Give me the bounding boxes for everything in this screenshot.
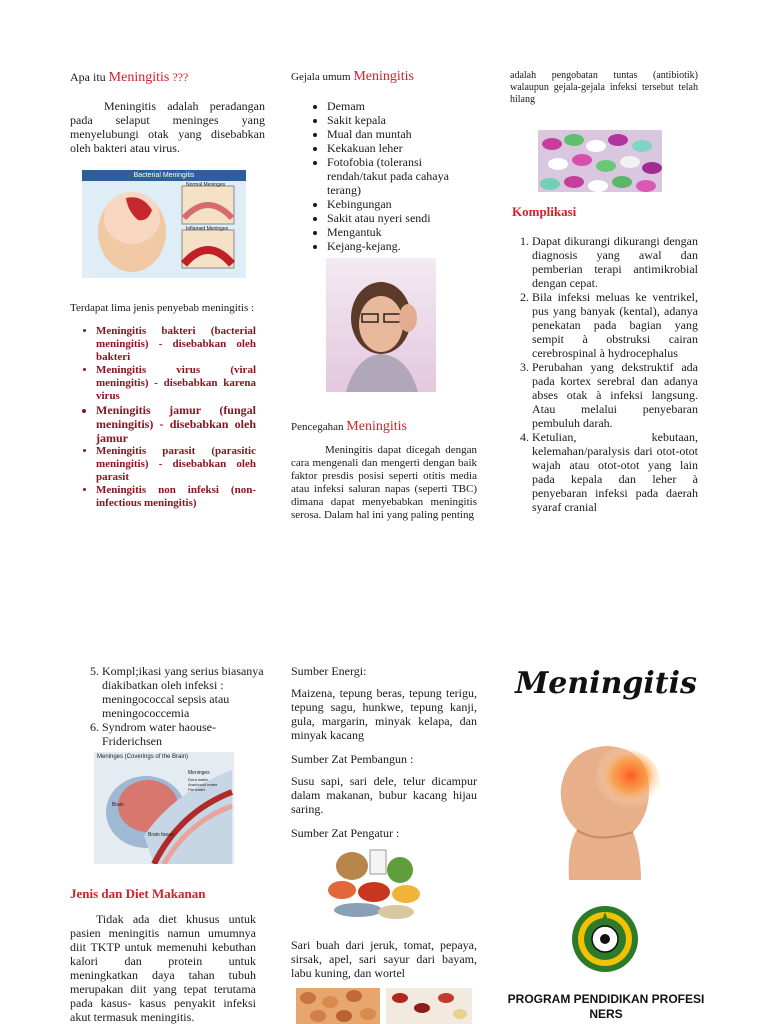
program-name: PROGRAM PENDIDIKAN PROFESI NERS <box>507 992 705 1021</box>
cause-item: • Meningitis parasit (parasitic meningitis) - disebabkan oleh parasit <box>96 445 256 484</box>
beans-image <box>296 988 472 1024</box>
prevention-paragraph: Meningitis dapat dicegah dengan cara mengenali dan mengerti dengan baik faktor presdis posisi seperti otitis media atau infeksi saluran napas (seperti TBC) dimana dapat menyebabkan meningitis serosa. Dalam hal ini yang paling penting <box>291 444 477 521</box>
energy-text: Maizena, tepung beras, tepung terigu, tepung sagu, hunkwe, tepung kanji, gula, margarin, minyak kelapa, dan minyak kacang <box>291 686 477 742</box>
cause-item: • Meningitis virus (viral meningitis) - disebabkan karena virus <box>96 364 256 403</box>
cause-item: • Meningitis jamur (fungal meningitis) - disebabkan oleh jamur <box>96 403 256 445</box>
complication-item: 6. Syndrom water haouse-Friderichsen <box>102 720 264 748</box>
image-title: Bacterial Meningitis <box>82 170 246 181</box>
complication-item: 2. Bila infeksi meluas ke ventrikel, pus yang banyak (kental), adanya penekatan pada bagian yang sempit à obstruksi cairan cerebrospinal à hydrocephalus <box>532 290 698 360</box>
faculty-logo <box>570 904 640 974</box>
symptom-item: • Kejang-kejang. <box>327 239 461 253</box>
head-pain-image <box>537 734 675 880</box>
causes-list <box>80 325 256 510</box>
symptom-item: • Demam <box>327 99 461 113</box>
symptom-item: • Kebingungan <box>327 197 461 211</box>
complication-item: 4. Ketulian, kebutaan, kelemahan/paralysis dari otot-otot wajah atau otot-otot yang lain pada kepala dan leher à penyebaran infeksi pada daerah syaraf cranial <box>532 430 698 514</box>
complication-item: 3. Perubahan yang dekstruktif ada pada kortex serebral dan adanya abses otak à infeksi langsung. Atau melalui penyebaran pembuluh darah. <box>532 360 698 430</box>
inflamed-meninges-label: Inflamed Meninges <box>186 226 229 232</box>
symptom-item: • Mual dan muntah <box>327 127 461 141</box>
causes-intro: Terdapat lima jenis penyebab meningitis : <box>70 302 255 314</box>
meningitis-keyword: Meningitis <box>353 69 414 84</box>
head-pain-illustration <box>537 734 675 880</box>
symptom-item: • Kekakuan leher <box>327 141 461 155</box>
complication-item: 1. Dapat dikurangi dikurangi dengan diagnosis yang awal dan pemberian terapi antimikrobial dengan cepat. <box>532 234 698 290</box>
complications-list <box>514 234 698 514</box>
prevention-continuation: adalah pengobatan tuntas (antibiotik) walaupun gejala-gejala infeksi tersebut telah hilang <box>510 70 698 105</box>
diet-heading: Jenis dan Diet Makanan <box>70 886 206 901</box>
pills-illustration <box>538 130 662 192</box>
logo-emblem <box>570 904 640 974</box>
normal-meninges-label: Normal Meninges <box>186 182 226 188</box>
woman-illustration <box>326 258 436 392</box>
complication-item: 5. Kompl;ikasi yang serius biasanya diakibatkan oleh infeksi : meningococcal sepsis atau meningococcemia <box>102 664 264 720</box>
cover-title: Meningitis <box>515 666 697 701</box>
section-what-is <box>70 70 265 155</box>
serious-complications-list <box>84 664 264 748</box>
meningitis-keyword: Meningitis <box>108 70 170 85</box>
what-is-heading: Apa itu Meningitis ??? <box>70 70 189 85</box>
builder-label: Sumber Zat Pembangun : <box>291 752 414 766</box>
meningitis-keyword: Meningitis <box>346 419 407 434</box>
prevention-heading: Pencegahan Meningitis <box>291 419 407 434</box>
headache-woman-image <box>326 258 436 392</box>
symptoms-heading: Gejala umum Meningitis <box>291 69 414 84</box>
food-image <box>322 842 426 924</box>
brain-label: Brain <box>112 802 124 808</box>
symptom-item: • Sakit kepala <box>327 113 461 127</box>
intro-paragraph: Meningitis adalah peradangan pada selaput meninges yang menyelubungi otak yang disebabkan oleh bakteri atau virus. <box>70 99 265 155</box>
meninges-label: Meninges <box>188 770 210 776</box>
komplikasi-heading: Komplikasi <box>512 204 577 219</box>
nutrition-section <box>291 664 477 840</box>
bacterial-meningitis-image <box>82 170 246 278</box>
brain-tissue-label: Brain tissue <box>148 832 175 838</box>
pills-image <box>538 130 662 192</box>
meninges-image <box>94 752 234 864</box>
regulator-label: Sumber Zat Pengatur : <box>291 826 400 840</box>
cause-item: • Meningitis non infeksi (non-infectious meningitis) <box>96 484 256 510</box>
dura-mater-label: Dura mater <box>188 777 209 782</box>
meninges-image-title: Meninges (Coverings of the Brain) <box>97 754 189 760</box>
pia-mater-label: Pia mater <box>188 787 206 792</box>
symptoms-list <box>311 99 461 253</box>
builder-text: Susu sapi, sari dele, telur dicampur dalam makanan, bubur kacang hijau saring. <box>291 774 477 816</box>
diet-paragraph: Tidak ada diet khusus untuk pasien meningitis namun umumnya diit TKTP untuk memenuhi kebuthan kalori dan protein untuk meningkatkan daya tahan tubuh merupakan diit yang tepat terutama pada kasus- kasus penyakit infeksi akut termasuk meningitis. <box>70 912 256 1024</box>
beans-illustration <box>296 988 472 1024</box>
meninges-illustration <box>94 752 234 864</box>
regulator-text: Sari buah dari jeruk, tomat, pepaya, sirsak, apel, sari sayur dari bayam, labu kuning, dan wortel <box>291 938 477 980</box>
food-illustration <box>322 842 426 924</box>
arachnoid-mater-label: Arachnoid mater <box>188 782 218 787</box>
energy-label: Sumber Energi: <box>291 664 367 678</box>
symptom-item: • Fotofobia (toleransi rendah/takut pada cahaya terang) <box>327 155 461 197</box>
cause-item: • Meningitis bakteri (bacterial meningitis) - disebabkan oleh bakteri <box>96 325 256 364</box>
symptom-item: • Mengantuk <box>327 225 461 239</box>
symptom-item: • Sakit atau nyeri sendi <box>327 211 461 225</box>
